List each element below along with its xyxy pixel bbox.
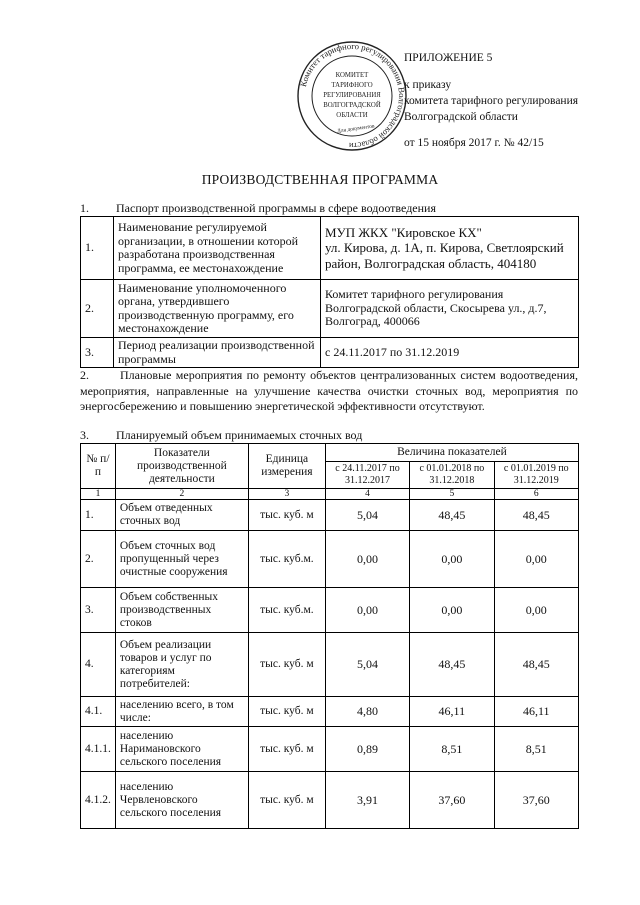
wastewater-volume-table bbox=[80, 443, 579, 829]
col-header-num: № п/п bbox=[81, 444, 116, 489]
order-line: Волгоградской области bbox=[404, 111, 518, 123]
row-value: 46,11 bbox=[494, 697, 578, 727]
row-value: 8,51 bbox=[410, 727, 494, 772]
index-cell: 3 bbox=[248, 489, 325, 500]
table-row bbox=[81, 531, 579, 588]
index-cell: 6 bbox=[494, 489, 578, 500]
stamp-center-line: РЕГУЛИРОВАНИЯ bbox=[323, 92, 381, 99]
stamp-center-line: КОМИТЕТ bbox=[335, 72, 369, 79]
table-row bbox=[81, 697, 579, 727]
header-row bbox=[81, 444, 579, 462]
row-label: Период реализации производственной программы bbox=[114, 338, 321, 368]
row-unit: тыс. куб.м. bbox=[248, 588, 325, 633]
row-label: Наименование уполномоченного органа, утвердившего производственную программу, его местонахождение bbox=[114, 280, 321, 338]
row-name: населению всего, в том числе: bbox=[115, 697, 248, 727]
row-name: Объем отведенных сточных вод bbox=[115, 500, 248, 531]
row-value: 0,00 bbox=[410, 531, 494, 588]
row-value: 0,89 bbox=[325, 727, 409, 772]
col-header-name: Показатели производственной деятельности bbox=[115, 444, 248, 489]
row-number: 3. bbox=[81, 588, 116, 633]
passport-table bbox=[80, 216, 579, 368]
seal-stamp bbox=[296, 40, 408, 152]
stamp-center-line: ОБЛАСТИ bbox=[336, 112, 368, 119]
stamp-bottom-text: Для документов bbox=[336, 123, 375, 135]
col-header-period: с 24.11.2017 по 31.12.2017 bbox=[325, 462, 409, 489]
row-value: 5,04 bbox=[325, 633, 409, 697]
row-value: 0,00 bbox=[325, 531, 409, 588]
index-cell: 1 bbox=[81, 489, 116, 500]
row-number: 1. bbox=[81, 217, 114, 280]
row-number: 4.1.2. bbox=[81, 772, 116, 829]
section-number: 2. bbox=[80, 368, 89, 382]
section-text: Плановые мероприятия по ремонту объектов централизованных систем водоотведения, мероприятия, направленные на улучшение качества очистки сточных вод, мероприятия по энергосбережению и повышению энергетической эффективности отсутствуют. bbox=[80, 368, 578, 413]
row-value: 46,11 bbox=[410, 697, 494, 727]
section-2-paragraph bbox=[80, 368, 578, 415]
row-number: 2. bbox=[81, 280, 114, 338]
row-unit: тыс. куб. м bbox=[248, 500, 325, 531]
passport-row bbox=[81, 338, 579, 368]
authority-name: Комитет тарифного регулирования bbox=[325, 287, 504, 302]
row-value: 48,45 bbox=[494, 500, 578, 531]
stamp-center-line: ТАРИФНОГО bbox=[331, 82, 373, 89]
order-date: от 15 ноября 2017 г. № 42/15 bbox=[404, 137, 544, 149]
org-address: ул. Кирова, д. 1А, п. Кирова, Светлоярский район, Волгоградская область, 404180 bbox=[325, 240, 564, 271]
document-title: ПРОИЗВОДСТВЕННАЯ ПРОГРАММА bbox=[201, 172, 439, 187]
index-row bbox=[81, 489, 579, 500]
col-header-period: с 01.01.2019 по 31.12.2019 bbox=[494, 462, 578, 489]
row-value: 0,00 bbox=[494, 588, 578, 633]
order-line: к приказу bbox=[404, 79, 452, 91]
authority-address: Волгоградской области, Скосырева ул., д.7, Волгоград, 400066 bbox=[325, 300, 547, 329]
row-value: 48,45 bbox=[410, 633, 494, 697]
stamp-center-line: ВОЛГОГРАДСКОЙ bbox=[323, 102, 381, 109]
index-cell: 4 bbox=[325, 489, 409, 500]
passport-row bbox=[81, 217, 579, 280]
row-number: 1. bbox=[81, 500, 116, 531]
table-row bbox=[81, 772, 579, 829]
row-unit: тыс. куб. м bbox=[248, 697, 325, 727]
row-value: 0,00 bbox=[494, 531, 578, 588]
col-header-unit: Единица измерения bbox=[248, 444, 325, 489]
row-number: 4.1. bbox=[81, 697, 116, 727]
row-value: 0,00 bbox=[325, 588, 409, 633]
row-value: 37,60 bbox=[410, 772, 494, 829]
table-row bbox=[81, 500, 579, 531]
row-unit: тыс. куб. м bbox=[248, 772, 325, 829]
row-name: населению Червленовского сельского поселения bbox=[115, 772, 248, 829]
table-row bbox=[81, 588, 579, 633]
row-name: Объем реализации товаров и услуг по категориям потребителей: bbox=[115, 633, 248, 697]
appendix-label: ПРИЛОЖЕНИЕ 5 bbox=[404, 52, 493, 64]
section-1-heading bbox=[80, 201, 436, 216]
section-title: Паспорт производственной программы в сфере водоотведения bbox=[116, 201, 436, 215]
row-unit: тыс. куб. м bbox=[248, 727, 325, 772]
col-header-period: с 01.01.2018 по 31.12.2018 bbox=[410, 462, 494, 489]
row-value: 48,45 bbox=[494, 633, 578, 697]
row-unit: тыс. куб. м bbox=[248, 633, 325, 697]
row-value: 48,45 bbox=[410, 500, 494, 531]
index-cell: 5 bbox=[410, 489, 494, 500]
col-header-group: Величина показателей bbox=[325, 444, 578, 462]
stamp-ring-text: Комитет тарифного регулирования Волгоградской области bbox=[297, 40, 408, 152]
row-value bbox=[321, 217, 579, 280]
row-name: населению Наримановского сельского поселения bbox=[115, 727, 248, 772]
order-line: комитета тарифного регулирования bbox=[404, 95, 579, 107]
row-value: 5,04 bbox=[325, 500, 409, 531]
row-number: 4.1.1. bbox=[81, 727, 116, 772]
index-cell: 2 bbox=[115, 489, 248, 500]
row-value: 3,91 bbox=[325, 772, 409, 829]
row-value: 0,00 bbox=[410, 588, 494, 633]
row-number: 4. bbox=[81, 633, 116, 697]
table-row bbox=[81, 633, 579, 697]
row-unit: тыс. куб.м. bbox=[248, 531, 325, 588]
row-value: 4,80 bbox=[325, 697, 409, 727]
section-title: Планируемый объем принимаемых сточных вод bbox=[116, 428, 363, 442]
appendix-header bbox=[404, 50, 578, 151]
org-name: МУП ЖКХ "Кировское КХ" bbox=[325, 224, 482, 240]
row-label: Наименование регулируемой организации, в отношении которой разработана производственная программа, ее местонахождение bbox=[114, 217, 321, 280]
table-row bbox=[81, 727, 579, 772]
passport-row bbox=[81, 280, 579, 338]
section-number: 3. bbox=[80, 428, 89, 442]
row-value bbox=[321, 338, 579, 368]
section-number: 1. bbox=[80, 201, 89, 215]
section-3-heading bbox=[80, 428, 362, 443]
row-value: 37,60 bbox=[494, 772, 578, 829]
row-value bbox=[321, 280, 579, 338]
row-number: 2. bbox=[81, 531, 116, 588]
row-number: 3. bbox=[81, 338, 114, 368]
period-value: с 24.11.2017 по 31.12.2019 bbox=[325, 344, 460, 359]
row-value: 8,51 bbox=[494, 727, 578, 772]
row-name: Объем сточных вод пропущенный через очистные сооружения bbox=[115, 531, 248, 588]
row-name: Объем собственных производственных стоков bbox=[115, 588, 248, 633]
